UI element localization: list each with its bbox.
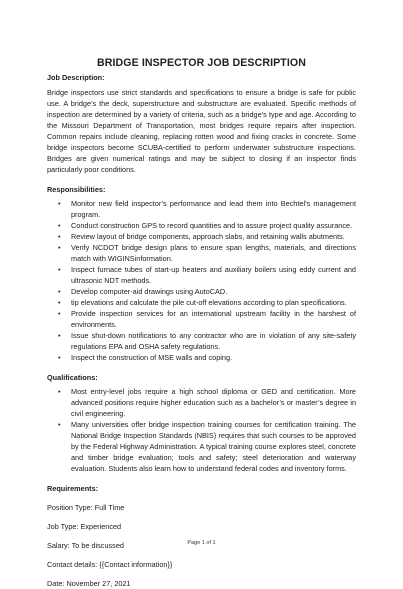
document-body — [47, 72, 356, 589]
list-item: • Most entry-level jobs require a high school diploma or GED and certification. More advanced positions require higher education such as a bachelor’s or master’s degree in civil engineering. — [71, 386, 356, 419]
contact-details: Contact details: {{Contact information}} — [47, 560, 173, 569]
date: Date: November 27, 2021 — [47, 579, 131, 588]
salary: Salary: To be discussed — [47, 541, 124, 550]
qualifications-list — [47, 386, 356, 474]
responsibilities-list — [47, 198, 356, 363]
list-item: • Issue shut-down notifications to any contractor who are in violation of any site-safety regulations EPA and OSHA safety regulations. — [71, 330, 356, 352]
responsibilities-heading: Responsibilities: — [47, 185, 106, 194]
list-item: • Provide inspection services for an international upstream facility in the harshest of environments. — [71, 308, 356, 330]
job-description-heading: Job Description: — [47, 73, 105, 82]
list-item: • Conduct construction GPS to record quantities and to assure project quality assurance. — [71, 220, 356, 231]
document-title: BRIDGE INSPECTOR JOB DESCRIPTION — [96, 57, 307, 69]
list-item: • Develop computer-aid drawings using AutoCAD. — [71, 286, 356, 297]
page-number: Page 1 of 1 — [187, 540, 216, 546]
list-item: • Inspect the construction of MSE walls and coping. — [71, 352, 356, 363]
job-description-text: Bridge inspectors use strict standards and specifications to ensure a bridge is safe for public use. A bridge’s the deck, superstructure and substructure are evaluated. Specific methods of inspection are determined by a variety of criteria, such as a bridge’s type and age. According to the Missouri Department of Transportation, most bridges require repairs after inspection. Common repairs include cleaning, replacing rotten wood and fixing cracks in concrete. Some bridge inspectors become SCUBA-certified to perform underwater substructure inspections. Bridges are given numerical ratings and may be subject to closing if an inspector finds particularly poor conditions. — [47, 88, 356, 174]
list-item: • Monitor new field inspector’s performance and lead them into Bechtel’s management program. — [71, 198, 356, 220]
list-item: • Review layout of bridge components, approach slabs, and retaining walls abutments. — [71, 231, 356, 242]
list-item: • tip elevations and calculate the pile cut-off elevations according to plan specifications. — [71, 297, 356, 308]
list-item: • Inspect furnace tubes of start-up heaters and auxiliary boilers using eddy current and ultrasonic NDT methods. — [71, 264, 356, 286]
job-type: Job Type: Experienced — [47, 522, 122, 531]
position-type: Position Type: Full Time — [47, 503, 125, 512]
list-item: • Verify NCDOT bridge design plans to ensure span lengths, materials, and directions match with WIGINSinformation. — [71, 242, 356, 264]
qualifications-heading: Qualifications: — [47, 373, 98, 382]
requirements-heading: Requirements: — [47, 484, 99, 493]
list-item: • Many universities offer bridge inspection training courses for certification training. The National Bridge Inspection Standards (NBIS) requires that such courses to be approved by the Federal Highway Administration. A typical training course explores steel, concrete and timber bridge evaluation; tools and safety; steel deterioration and waterway evaluation. Students also learn how to understand federal codes and inventory forms. — [71, 419, 356, 474]
